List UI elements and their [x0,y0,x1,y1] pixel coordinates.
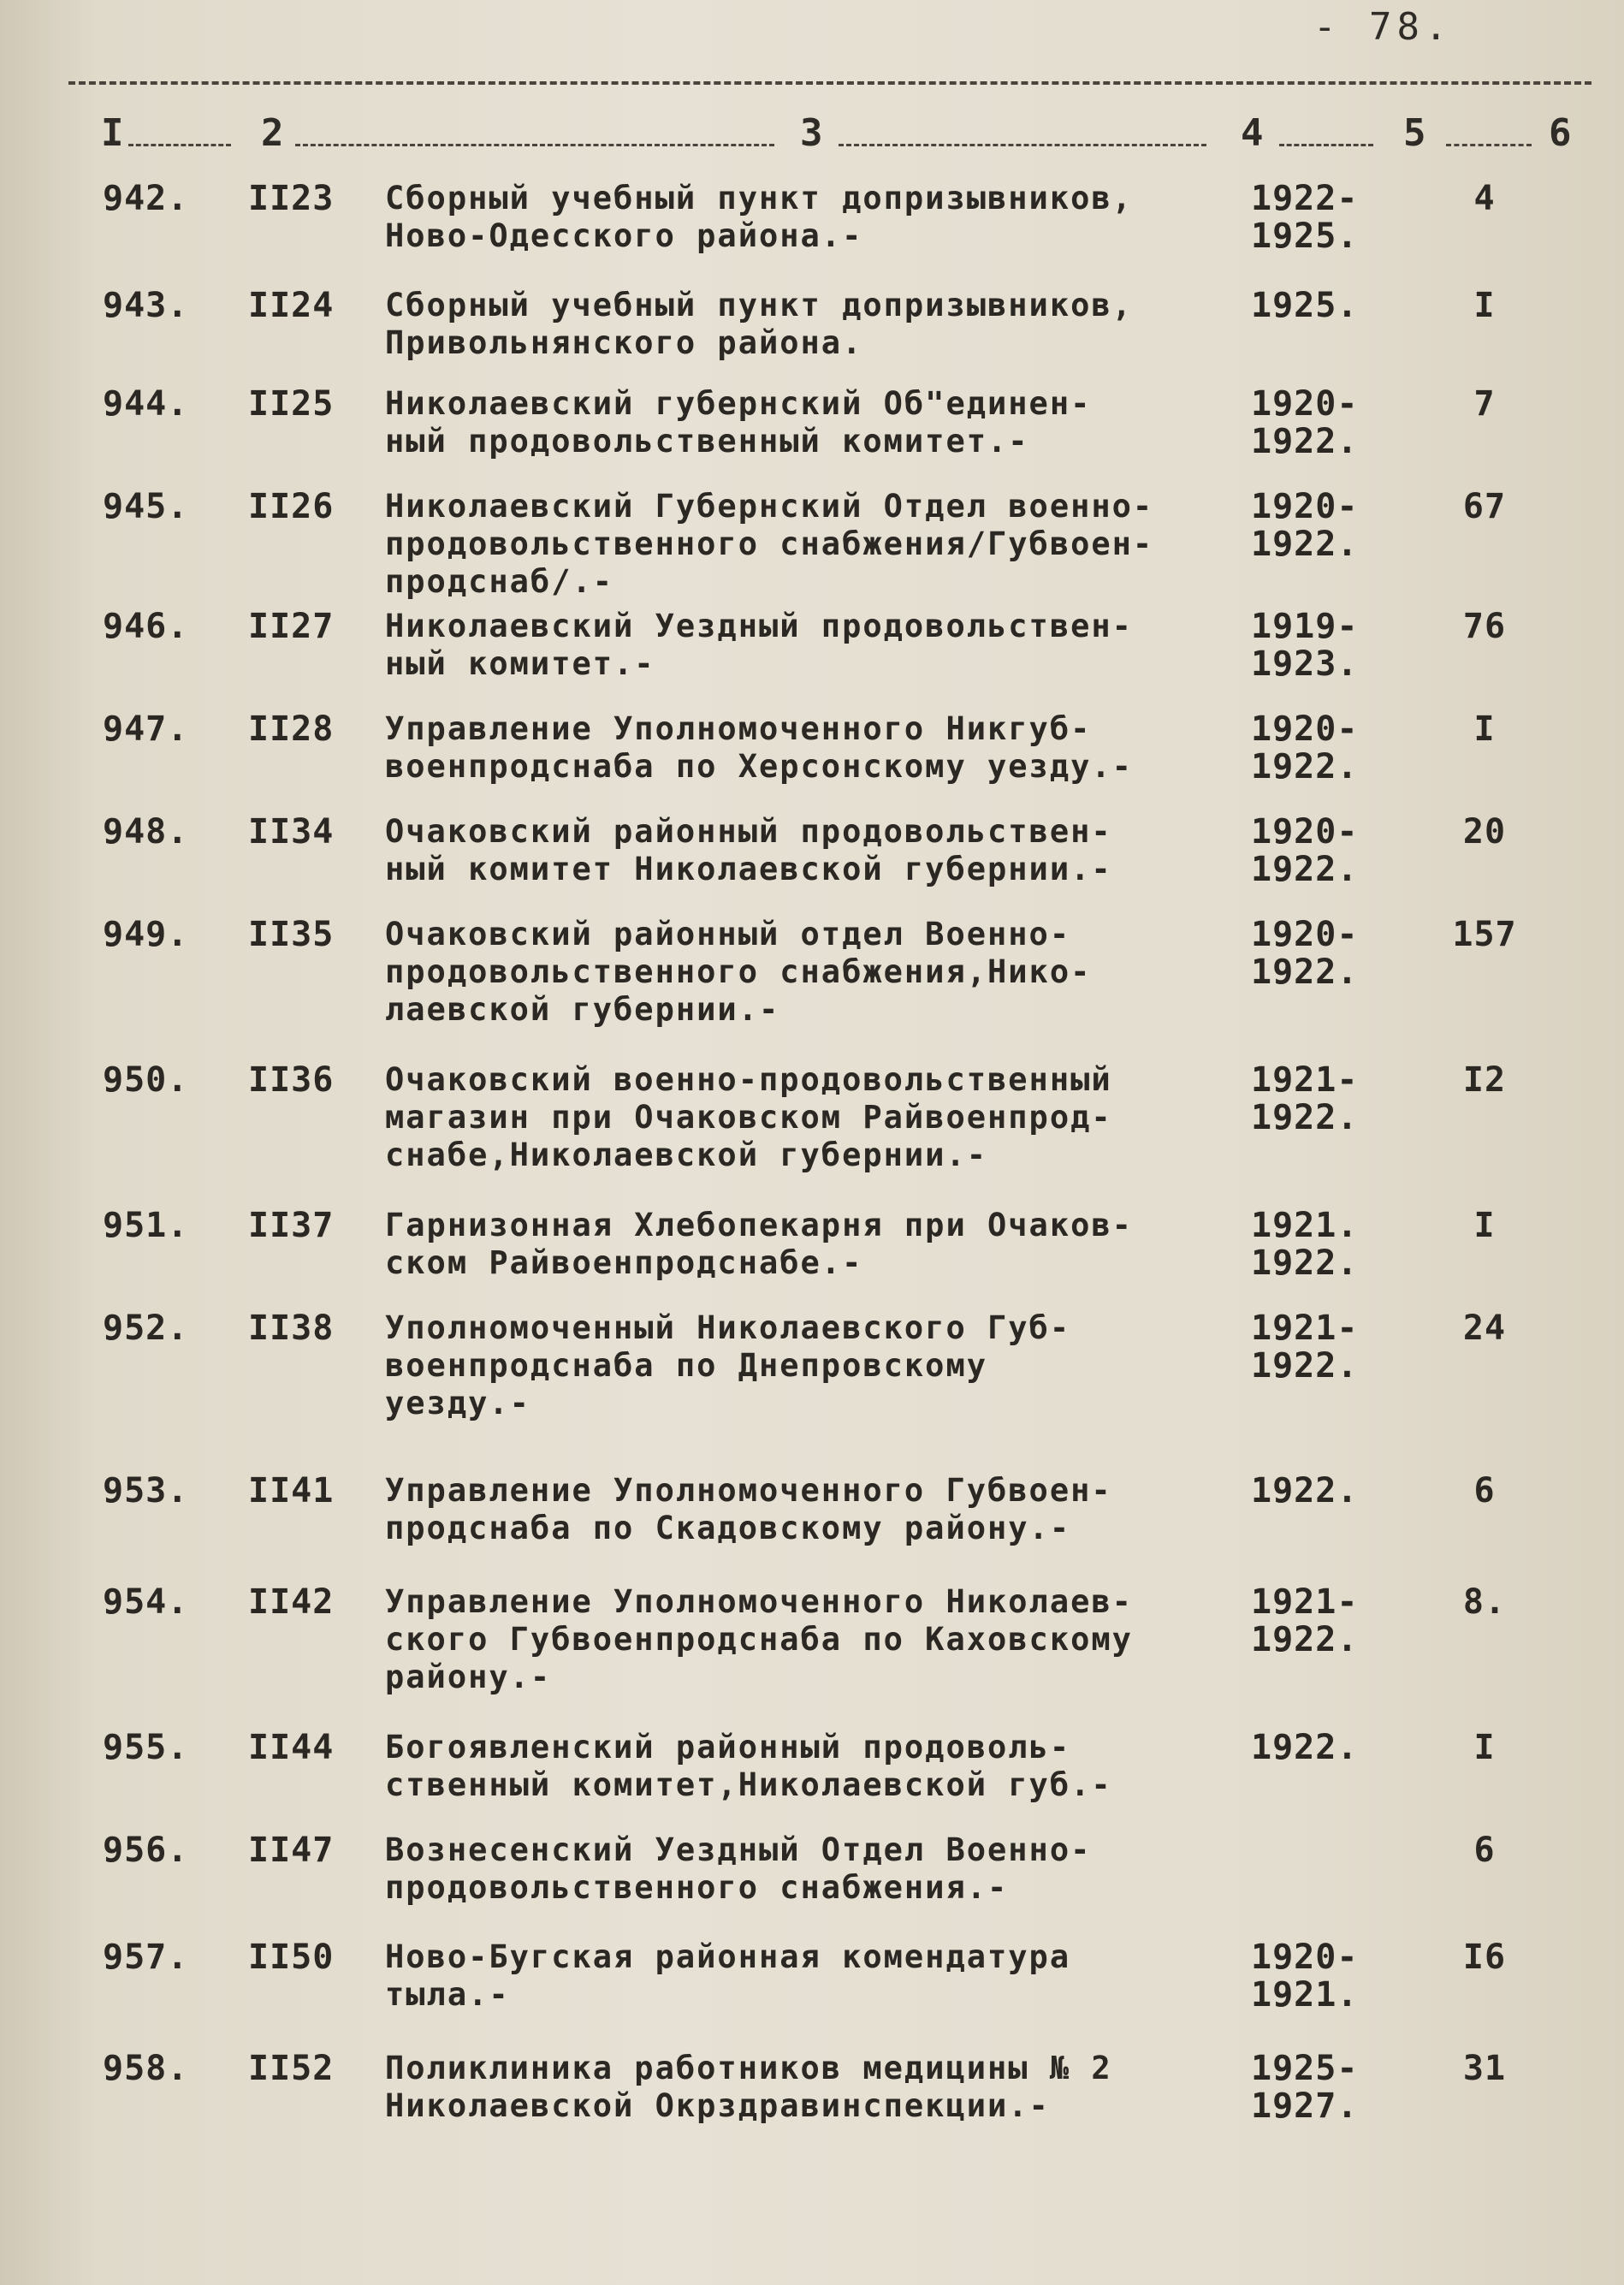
row-number: 947. [103,709,189,749]
fund-title: Управление Уполномоченного Никгуб- военпродснаба по Херсонскому уезду.- [385,710,1133,785]
item-count: I2 [1462,1060,1507,1100]
fund-title: Сборный учебный пункт допризывников, Привольнянского района. [385,287,1133,361]
fund-number: II28 [248,709,335,749]
date-range: 1921- 1922. [1251,1060,1359,1137]
page-number: - 78. [1313,5,1453,49]
item-count: I [1473,709,1496,749]
fund-title: Николаевский Губернский Отдел военно- продовольственного снабжения/Губвоен- продснаб/.- [385,488,1154,600]
fund-title: Гарнизонная Хлебопекарня при Очаков- ском Райвоенпродснабе.- [385,1207,1133,1281]
fund-number: II26 [248,487,335,526]
row-number: 948. [103,812,189,852]
row-number: 942. [103,179,189,218]
header-col-5: 5 [1403,111,1426,155]
item-count: 6 [1473,1471,1496,1510]
fund-title: Сборный учебный пункт допризывников, Ново-Одесского района.- [385,180,1133,254]
fund-number: II41 [248,1471,335,1510]
row-number: 951. [103,1206,189,1245]
fund-number: II27 [248,607,335,646]
row-number: 943. [103,286,189,325]
header-separator [295,144,774,146]
fund-title: Уполномоченный Николаевского Губ- военпродснаба по Днепровскому уезду.- [385,1309,1071,1421]
row-number: 956. [103,1831,189,1870]
row-number: 946. [103,607,189,646]
fund-number: II42 [248,1582,335,1622]
fund-title: Николаевский губернский Об"единен- ный продовольственный комитет.- [385,385,1092,460]
fund-number: II38 [248,1309,335,1348]
item-count: I [1473,286,1496,325]
fund-number: II34 [248,812,335,852]
header-separator [1279,144,1373,146]
date-range: 1922. [1251,1471,1359,1510]
date-range: 1919- 1923. [1251,607,1359,684]
fund-title: Ново-Бугская районная комендатура тыла.- [385,1938,1071,2013]
header-col-3: 3 [800,111,823,155]
date-range: 1921- 1922. [1251,1309,1359,1386]
row-number: 953. [103,1471,189,1510]
fund-number: II47 [248,1831,335,1870]
top-dashed-rule [68,81,1591,85]
item-count: 7 [1473,384,1496,424]
date-range: 1922. [1251,1728,1359,1767]
fund-title: Управление Уполномоченного Николаев- ского Губвоенпродснаба по Каховскому району.- [385,1583,1133,1695]
header-separator [128,144,231,146]
fund-number: II36 [248,1060,335,1100]
item-count: 24 [1462,1309,1507,1348]
item-count: 6 [1473,1831,1496,1870]
item-count: 76 [1462,607,1507,646]
fund-number: II52 [248,2049,335,2088]
row-number: 954. [103,1582,189,1622]
fund-number: II23 [248,179,335,218]
header-col-6: 6 [1549,111,1572,155]
row-number: 945. [103,487,189,526]
date-range: 1920- 1922. [1251,915,1359,992]
fund-title: Управление Уполномоченного Губвоен- продснаба по Скадовскому району.- [385,1472,1112,1546]
column-header [0,111,1624,163]
date-range: 1925. [1251,286,1359,325]
row-number: 944. [103,384,189,424]
item-count: 20 [1462,812,1507,852]
row-number: 950. [103,1060,189,1100]
fund-title: Богоявленский районный продоволь- ственный комитет,Николаевской губ.- [385,1729,1112,1803]
header-col-4: 4 [1241,111,1264,155]
date-range: 1921- 1922. [1251,1582,1359,1659]
row-number: 958. [103,2049,189,2088]
item-count: 8. [1462,1582,1507,1622]
fund-title: Очаковский районный продовольствен- ный комитет Николаевской губернии.- [385,813,1112,887]
header-separator [839,144,1206,146]
date-range: 1920- 1922. [1251,812,1359,889]
fund-number: II44 [248,1728,335,1767]
item-count: 157 [1452,915,1517,954]
item-count: 67 [1462,487,1507,526]
fund-number: II24 [248,286,335,325]
date-range: 1920- 1922. [1251,709,1359,786]
item-count: 4 [1473,179,1496,218]
fund-title: Очаковский военно-продовольственный магазин при Очаковском Райвоенпрод- снабе,Николаевской губернии.- [385,1061,1112,1173]
fund-title: Поликлиника работников медицины № 2 Николаевской Окрздравинспекции.- [385,2050,1112,2124]
date-range: 1920- 1922. [1251,384,1359,461]
fund-title: Очаковский районный отдел Военно- продовольственного снабжения,Нико- лаевской губернии.- [385,916,1092,1028]
row-number: 955. [103,1728,189,1767]
header-separator [1446,144,1532,146]
row-number: 957. [103,1938,189,1977]
date-range: 1920- 1922. [1251,487,1359,564]
fund-number: II25 [248,384,335,424]
row-number: 949. [103,915,189,954]
item-count: I [1473,1728,1496,1767]
item-count: 31 [1462,2049,1507,2088]
date-range: 1921. 1922. [1251,1206,1359,1283]
fund-number: II35 [248,915,335,954]
fund-number: II37 [248,1206,335,1245]
fund-number: II50 [248,1938,335,1977]
header-col-1: I [101,111,124,155]
date-range: 1920- 1921. [1251,1938,1359,2015]
fund-title: Вознесенский Уездный Отдел Военно- продовольственного снабжения.- [385,1831,1092,1906]
date-range: 1925- 1927. [1251,2049,1359,2126]
item-count: I [1473,1206,1496,1245]
row-number: 952. [103,1309,189,1348]
item-count: I6 [1462,1938,1507,1977]
fund-title: Николаевский Уездный продовольствен- ный комитет.- [385,608,1133,682]
header-col-2: 2 [261,111,284,155]
date-range: 1922- 1925. [1251,179,1359,256]
